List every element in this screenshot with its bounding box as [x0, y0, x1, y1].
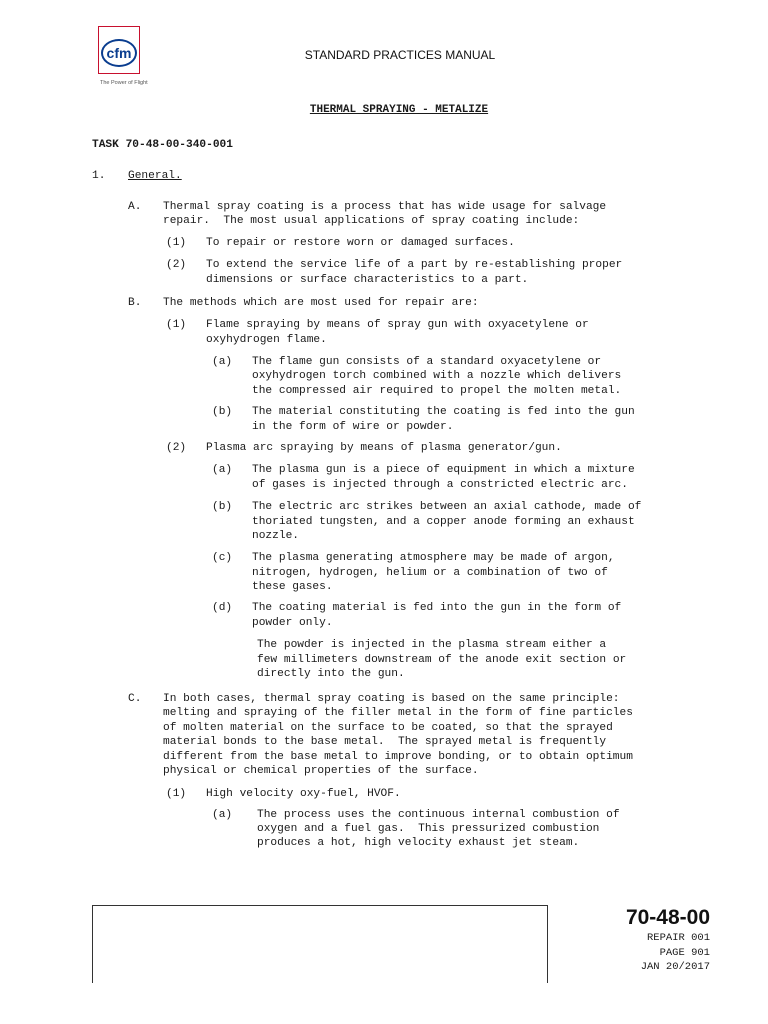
text-line: High velocity oxy-fuel, HVOF. — [206, 788, 401, 800]
marker-C1a: (a) — [212, 809, 233, 821]
text-line: powder only. — [252, 617, 333, 629]
marker-B2b: (b) — [212, 501, 233, 513]
text-line: The plasma gun is a piece of equipment in which a mixture — [252, 464, 635, 476]
text-line: the compressed air required to propel the molten metal. — [252, 385, 622, 397]
footer-date: JAN 20/2017 — [640, 961, 710, 973]
marker-B1b: (b) — [212, 406, 233, 418]
text-line: oxyhydrogen flame. — [206, 334, 327, 346]
text-line: The flame gun consists of a standard oxyacetylene or — [252, 356, 602, 368]
text-line: produces a hot, high velocity exhaust jet steam. — [257, 837, 580, 849]
marker-B: B. — [128, 297, 142, 309]
marker-B2c: (c) — [212, 552, 233, 564]
text-line: The powder is injected in the plasma stream either a — [257, 639, 607, 651]
logo-text: cfm — [101, 39, 137, 67]
text-line: Plasma arc spraying by means of plasma generator/gun. — [206, 442, 562, 454]
marker-B2: (2) — [166, 442, 187, 454]
marker-C: C. — [128, 693, 142, 705]
marker-A1: (1) — [166, 237, 187, 249]
text-line: thoriated tungsten, and a copper anode forming an exhaust — [252, 516, 635, 528]
manual-title: STANDARD PRACTICES MANUAL — [304, 48, 496, 62]
text-line: of gases is injected through a constricted electric arc. — [252, 479, 628, 491]
text-line: In both cases, thermal spray coating is based on the same principle: — [163, 693, 620, 705]
footer-repair: REPAIR 001 — [646, 932, 710, 944]
document-number: 70-48-00 — [625, 906, 710, 929]
text-line: different from the base metal to improve bonding, or to obtain optimum — [163, 751, 633, 763]
text-line: The plasma generating atmosphere may be made of argon, — [252, 552, 615, 564]
marker-A: A. — [128, 201, 142, 213]
footer-box — [92, 905, 548, 983]
text-line: dimensions or surface characteristics to a part. — [206, 274, 529, 286]
text-line: The methods which are most used for repair are: — [163, 297, 479, 309]
text-line: The electric arc strikes between an axial cathode, made of — [252, 501, 642, 513]
text-line: oxygen and a fuel gas. This pressurized combustion — [257, 823, 600, 835]
text-line: Thermal spray coating is a process that has wide usage for salvage — [163, 201, 607, 213]
text-line: in the form of wire or powder. — [252, 421, 454, 433]
text-line: these gases. — [252, 581, 333, 593]
marker-A2: (2) — [166, 259, 187, 271]
footer-page: PAGE 901 — [659, 947, 710, 959]
heading-number: 1. — [92, 170, 106, 182]
text-line: To extend the service life of a part by re-establishing proper — [206, 259, 623, 271]
text-line: material bonds to the base metal. The sprayed metal is frequently — [163, 736, 607, 748]
text-line: melting and spraying of the filler metal in the form of fine particles — [163, 707, 633, 719]
text-line: nozzle. — [252, 530, 299, 542]
text-line: The process uses the continuous internal combustion of — [257, 809, 620, 821]
marker-C1: (1) — [166, 788, 187, 800]
text-line: Flame spraying by means of spray gun with oxyacetylene or — [206, 319, 589, 331]
text-line: oxyhydrogen torch combined with a nozzle which delivers — [252, 370, 622, 382]
text-line: directly into the gun. — [257, 668, 405, 680]
text-line: To repair or restore worn or damaged surfaces. — [206, 237, 515, 249]
text-line: The coating material is fed into the gun in the form of — [252, 602, 622, 614]
marker-B1a: (a) — [212, 356, 233, 368]
marker-B1: (1) — [166, 319, 187, 331]
task-number: TASK 70-48-00-340-001 — [92, 139, 233, 151]
heading-general: General. — [128, 170, 182, 182]
marker-B2a: (a) — [212, 464, 233, 476]
text-line: of molten material on the surface to be coated, so that the sprayed — [163, 722, 613, 734]
text-line: nitrogen, hydrogen, helium or a combination of two of — [252, 567, 608, 579]
text-line: few millimeters downstream of the anode exit section or — [257, 654, 627, 666]
marker-B2d: (d) — [212, 602, 233, 614]
text-line: The material constituting the coating is fed into the gun — [252, 406, 635, 418]
logo-tagline: The Power of Flight — [100, 80, 148, 86]
text-line: repair. The most usual applications of spray coating include: — [163, 215, 580, 227]
section-title: THERMAL SPRAYING - METALIZE — [309, 104, 489, 116]
text-line: physical or chemical properties of the surface. — [163, 765, 479, 777]
